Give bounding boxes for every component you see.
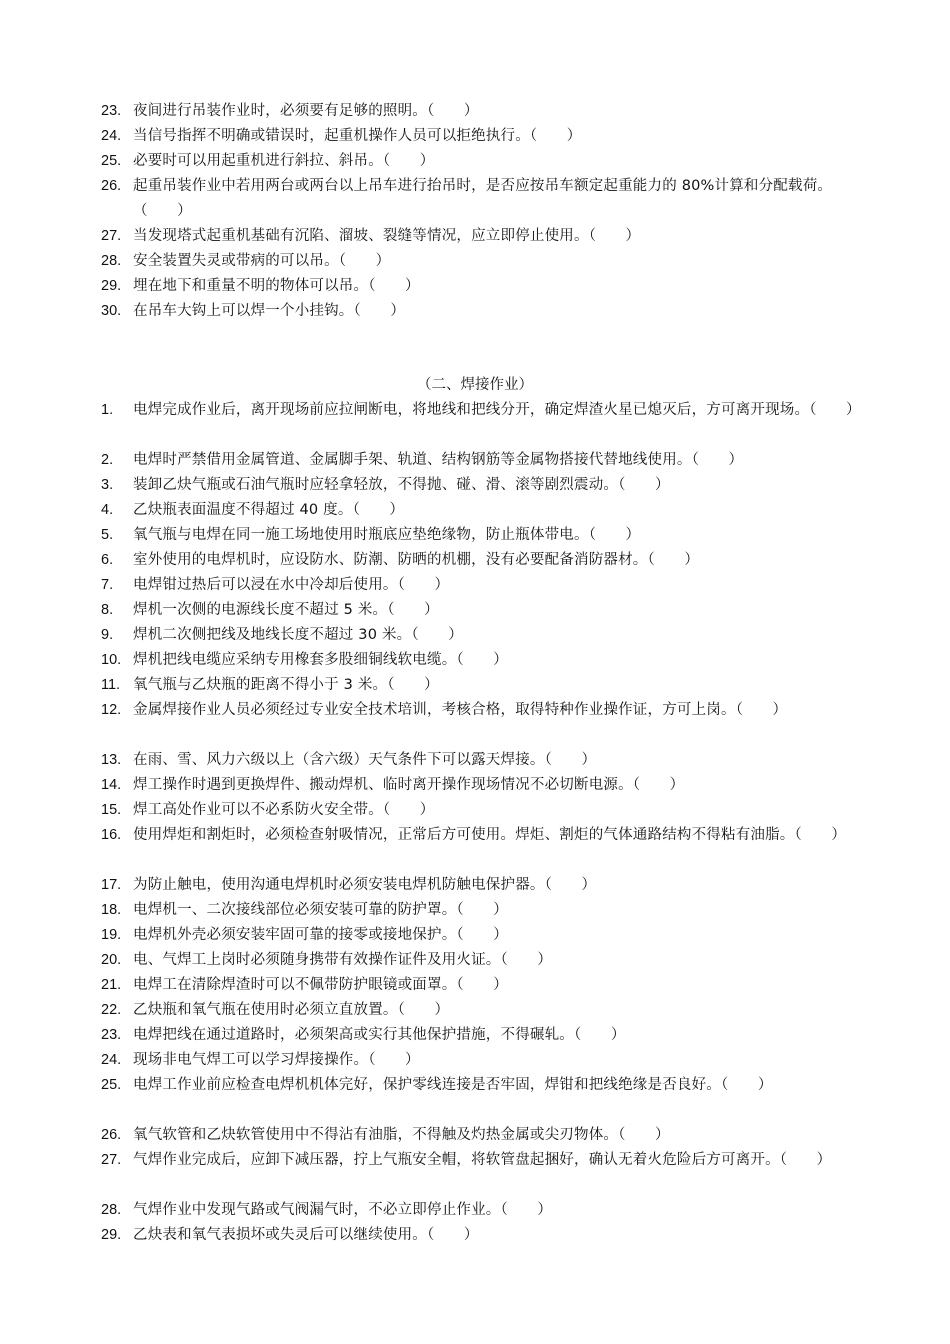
question-number: 24. bbox=[101, 1052, 122, 1068]
question-text: 氧气软管和乙炔软管使用中不得沾有油脂，不得触及灼热金属或尖刃物体。（ ） bbox=[133, 1127, 670, 1143]
question-text: 金属焊接作业人员必须经过专业安全技术培训，考核合格，取得特种作业操作证，方可上岗。（ ） bbox=[133, 702, 788, 718]
question-item bbox=[0, 898, 950, 923]
question-text: 电焊工作业前应检查电焊机机体完好，保护零线连接是否牢固，焊钳和把线绝缘是否良好。（ ） bbox=[133, 1077, 773, 1093]
question-number: 15. bbox=[101, 802, 122, 818]
question-text: 安全装置失灵或带病的可以吊。（ ） bbox=[133, 253, 391, 269]
question-number: 14. bbox=[101, 777, 122, 793]
question-number: 23. bbox=[101, 1027, 122, 1043]
question-number: 9. bbox=[101, 627, 114, 643]
question-item bbox=[0, 1223, 950, 1248]
question-text: 电焊把线在通过道路时，必须架高或实行其他保护措施，不得碾轧。（ ） bbox=[133, 1027, 626, 1043]
question-number: 1. bbox=[101, 402, 114, 418]
question-item bbox=[0, 473, 950, 498]
question-item bbox=[0, 698, 950, 748]
question-number: 21. bbox=[101, 977, 122, 993]
question-text: 埋在地下和重量不明的物体可以吊。（ ） bbox=[133, 278, 420, 294]
question-text: 电焊机外壳必须安装牢固可靠的接零或接地保护。（ ） bbox=[133, 927, 508, 943]
question-number: 7. bbox=[101, 577, 114, 593]
question-item bbox=[0, 174, 950, 224]
question-text: 在雨、雪、风力六级以上（含六级）天气条件下可以露天焊接。（ ） bbox=[133, 752, 597, 768]
question-item bbox=[0, 149, 950, 174]
question-number: 27. bbox=[101, 1152, 122, 1168]
question-text: 气焊作业完成后，应卸下减压器，拧上气瓶安全帽，将软管盘起捆好，确认无着火危险后方可离开。（ ） bbox=[133, 1152, 832, 1168]
question-number: 25. bbox=[101, 153, 122, 169]
question-number: 12. bbox=[101, 702, 122, 718]
question-text: 装卸乙炔气瓶或石油气瓶时应轻拿轻放，不得抛、碰、滑、滚等剧烈震动。（ ） bbox=[133, 477, 670, 493]
question-item bbox=[0, 124, 950, 149]
question-number: 3. bbox=[101, 477, 114, 493]
question-number: 29. bbox=[101, 1227, 122, 1243]
question-item bbox=[0, 523, 950, 548]
question-item bbox=[0, 623, 950, 648]
question-number: 11. bbox=[101, 677, 121, 693]
question-text: 电焊工在清除焊渣时可以不佩带防护眼镜或面罩。（ ） bbox=[133, 977, 508, 993]
question-list-welding bbox=[0, 398, 950, 1248]
question-number: 23. bbox=[101, 103, 122, 119]
question-item bbox=[0, 99, 950, 124]
question-text: 使用焊炬和割炬时，必须检查射吸情况，正常后方可使用。焊炬、割炬的气体通路结构不得粘有油脂。（ ） bbox=[133, 827, 847, 843]
question-number: 26. bbox=[101, 178, 122, 194]
question-text: 氧气瓶与乙炔瓶的距离不得小于 3 米。（ ） bbox=[133, 677, 439, 693]
question-item bbox=[0, 498, 950, 523]
question-text: 氧气瓶与电焊在同一施工场地使用时瓶底应垫绝缘物，防止瓶体带电。（ ） bbox=[133, 527, 641, 543]
question-text: 起重吊装作业中若用两台或两台以上吊车进行抬吊时，是否应按吊车额定起重能力的 80%计算和分配载荷。（ ） bbox=[133, 178, 833, 219]
question-item bbox=[0, 973, 950, 998]
question-text: 焊机把线电缆应采纳专用橡套多股细铜线软电缆。（ ） bbox=[133, 652, 508, 668]
question-number: 27. bbox=[101, 228, 122, 244]
question-text: 焊工高处作业可以不必系防火安全带。（ ） bbox=[133, 802, 435, 818]
question-number: 17. bbox=[101, 877, 122, 893]
question-item bbox=[0, 823, 950, 873]
question-item bbox=[0, 224, 950, 249]
question-text: 焊机二次侧把线及地线长度不超过 30 米。（ ） bbox=[133, 627, 463, 643]
question-item bbox=[0, 1023, 950, 1048]
question-item bbox=[0, 299, 950, 324]
question-number: 29. bbox=[101, 278, 122, 294]
question-text: 在吊车大钩上可以焊一个小挂钩。（ ） bbox=[133, 303, 406, 319]
section-title-welding: （二、焊接作业） bbox=[417, 377, 533, 393]
question-text: 焊工操作时遇到更换焊件、搬动焊机、临时离开操作现场情况不必切断电源。（ ） bbox=[133, 777, 685, 793]
question-item bbox=[0, 773, 950, 798]
question-number: 18. bbox=[101, 902, 122, 918]
question-text: 电、气焊工上岗时必须随身携带有效操作证件及用火证。（ ） bbox=[133, 952, 553, 968]
question-item bbox=[0, 1123, 950, 1148]
question-number: 13. bbox=[101, 752, 122, 768]
question-text: 电焊完成作业后，离开现场前应拉闸断电，将地线和把线分开，确定焊渣火星已熄灭后，方可离开现场。（ ） bbox=[133, 402, 861, 418]
question-text: 必要时可以用起重机进行斜拉、斜吊。（ ） bbox=[133, 153, 435, 169]
question-item bbox=[0, 873, 950, 898]
question-item bbox=[0, 598, 950, 623]
question-item bbox=[0, 573, 950, 598]
question-number: 30. bbox=[101, 303, 122, 319]
question-number: 6. bbox=[101, 552, 114, 568]
question-number: 16. bbox=[101, 827, 122, 843]
question-item bbox=[0, 448, 950, 473]
question-text: 夜间进行吊装作业时，必须要有足够的照明。（ ） bbox=[133, 103, 479, 119]
question-number: 4. bbox=[101, 502, 114, 518]
question-text: 室外使用的电焊机时，应设防水、防潮、防晒的机棚，没有必要配备消防器材。（ ） bbox=[133, 552, 700, 568]
question-text: 乙炔瓶表面温度不得超过 40 度。（ ） bbox=[133, 502, 405, 518]
question-number: 19. bbox=[101, 927, 122, 943]
question-text: 现场非电气焊工可以学习焊接操作。（ ） bbox=[133, 1052, 420, 1068]
question-item bbox=[0, 948, 950, 973]
question-number: 28. bbox=[101, 1202, 122, 1218]
question-item bbox=[0, 398, 950, 448]
question-number: 10. bbox=[101, 652, 122, 668]
question-text: 电焊钳过热后可以浸在水中冷却后使用。（ ） bbox=[133, 577, 450, 593]
question-text: 当信号指挥不明确或错误时，起重机操作人员可以拒绝执行。（ ） bbox=[133, 128, 582, 144]
question-text: 乙炔瓶和氧气瓶在使用时必须立直放置。（ ） bbox=[133, 1002, 450, 1018]
question-item bbox=[0, 1198, 950, 1223]
question-number: 20. bbox=[101, 952, 122, 968]
question-item bbox=[0, 1148, 950, 1198]
question-item bbox=[0, 673, 950, 698]
question-number: 24. bbox=[101, 128, 122, 144]
question-item bbox=[0, 274, 950, 299]
question-number: 8. bbox=[101, 602, 114, 618]
question-text: 为防止触电，使用沟通电焊机时必须安装电焊机防触电保护器。（ ） bbox=[133, 877, 597, 893]
question-item bbox=[0, 1048, 950, 1073]
question-text: 气焊作业中发现气路或气阀漏气时，不必立即停止作业。（ ） bbox=[133, 1202, 553, 1218]
question-number: 28. bbox=[101, 253, 122, 269]
question-text: 焊机一次侧的电源线长度不超过 5 米。（ ） bbox=[133, 602, 439, 618]
question-item bbox=[0, 998, 950, 1023]
question-number: 5. bbox=[101, 527, 114, 543]
question-number: 2. bbox=[101, 452, 114, 468]
question-item bbox=[0, 798, 950, 823]
question-text: 乙炔表和氧气表损坏或失灵后可以继续使用。（ ） bbox=[133, 1227, 479, 1243]
question-text: 电焊时严禁借用金属管道、金属脚手架、轨道、结构钢筋等金属物搭接代替地线使用。（ ） bbox=[133, 452, 744, 468]
question-number: 26. bbox=[101, 1127, 122, 1143]
question-item bbox=[0, 648, 950, 673]
question-text: 当发现塔式起重机基础有沉陷、溜坡、裂缝等情况，应立即停止使用。（ ） bbox=[133, 228, 641, 244]
question-item bbox=[0, 923, 950, 948]
question-item bbox=[0, 548, 950, 573]
question-number: 22. bbox=[101, 1002, 122, 1018]
question-number: 25. bbox=[101, 1077, 122, 1093]
question-list-lifting bbox=[0, 99, 950, 324]
question-item bbox=[0, 748, 950, 773]
question-item bbox=[0, 249, 950, 274]
question-text: 电焊机一、二次接线部位必须安装可靠的防护罩。（ ） bbox=[133, 902, 508, 918]
question-item bbox=[0, 1073, 950, 1123]
